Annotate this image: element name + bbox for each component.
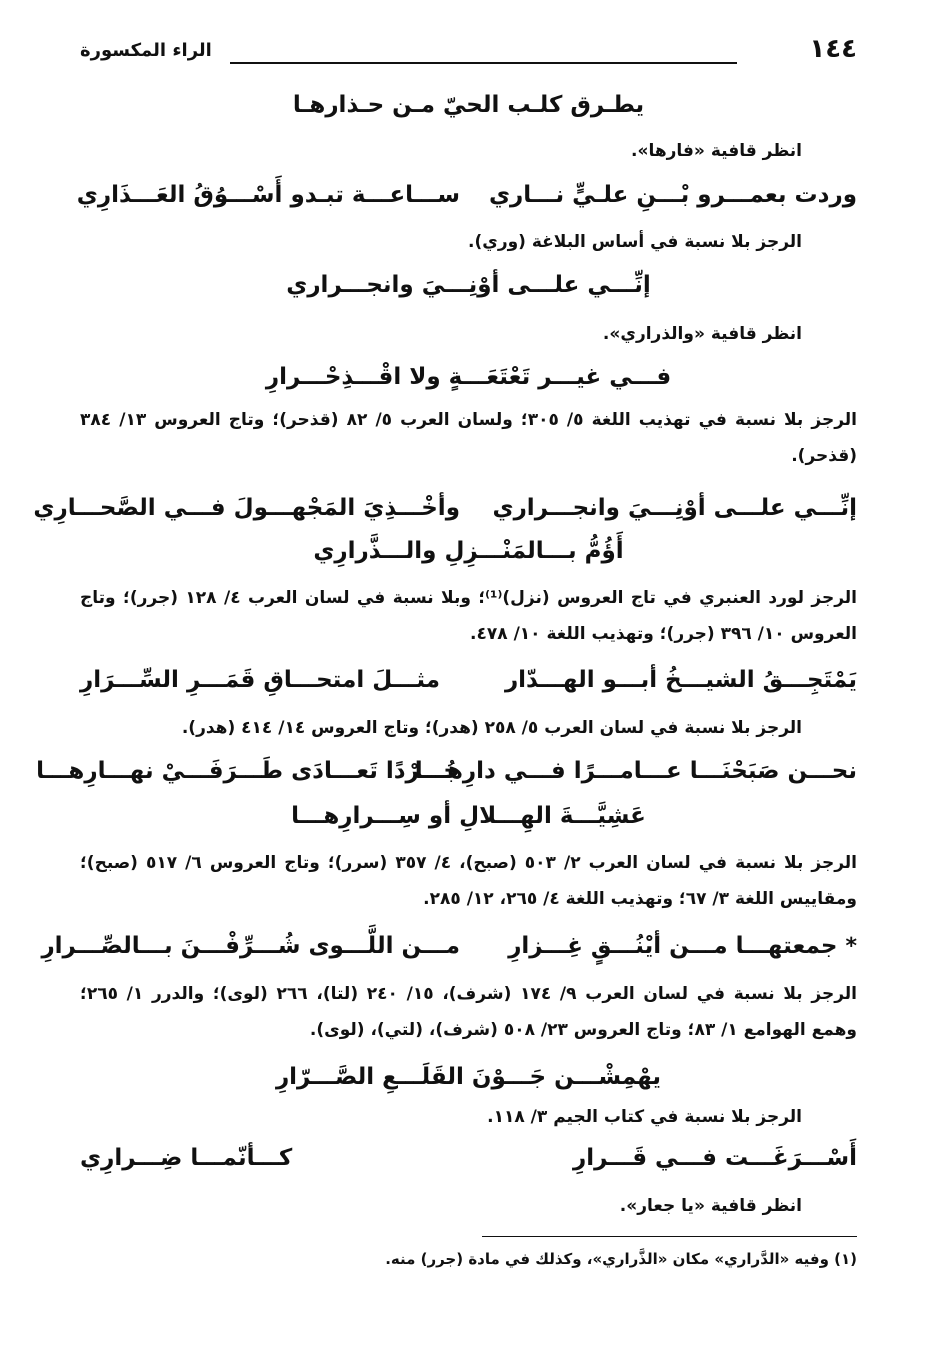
verse-line: يهْمِشْـــن جَـــوْنَ القَلَـــعِ الصَّـــرّارِ xyxy=(275,1064,662,1090)
note-line: انظر قافية «والذراري». xyxy=(602,324,802,344)
star-marker: * xyxy=(845,934,857,959)
verse-line: إنِّـــي علـــى أوْنِـــيَ وانجـــراري xyxy=(286,272,651,298)
footnote: (١) وفيه «الدَّراري» مكان «الذَّراري»، وكذلك في مادة (جرر) منه. xyxy=(385,1250,857,1268)
verse-line: فـــي غيـــر تَعْتَعَـــةٍ ولا اقْـــذِحْـــرارِ xyxy=(265,364,672,390)
verse-hemistich-right: أَسْـــرَغَـــت فـــي قَـــرارِ xyxy=(572,1145,857,1171)
note-paragraph: الرجز بلا نسبة في لسان العرب ٩/ ١٧٤ (شرف)، ١٥/ ٢٤٠ (لتا)، ٢٦٦ (لوى)؛ والدرر ١/ ٢٦٥؛ وهمع الهوامع ١/ ٨٣؛ وتاج العروس ٢٣/ ٥٠٨ (شرف)، (لتي)، (لوى). xyxy=(80,984,857,1040)
verse-hemistich-right: وردت بعمـــرو بْـــنِ علـيٍّ نـــاري xyxy=(488,182,857,208)
verse-text: جمعتهـــا مـــن أيْنُـــقٍ غِـــزارِ xyxy=(508,933,838,959)
note-line: انظر قافية «يا جعار». xyxy=(619,1196,802,1216)
verse-hemistich-left: ســـاعـــة تبـدو أَسْـــوُقُ العَـــذَارِي xyxy=(76,182,460,208)
page-number: ١٤٤ xyxy=(809,34,857,64)
verse-hemistich-left: كـــأنّمـــا ضِـــرارِي xyxy=(80,1145,293,1171)
note-line: الرجز بلا نسبة في لسان العرب ٥/ ٢٥٨ (هدر)؛ وتاج العروس ١٤/ ٤١٤ (هدر). xyxy=(181,718,802,738)
note-line: انظر قافية «فارها». xyxy=(631,141,802,161)
verse-hemistich-right xyxy=(477,933,857,959)
verse-hemistich-left: جُـــرْدًا تَعـــادَى طَـــرَفَـــيْ نهـــارِهـــا xyxy=(36,758,460,784)
running-title: الراء المكسورة xyxy=(80,40,212,61)
page-header xyxy=(80,30,857,70)
note-paragraph: الرجز لورد العنبري في تاج العروس (نزل)⁽¹⁾؛ وبلا نسبة في لسان العرب ٤/ ١٢٨ (جرر)؛ وتاج العروس ١٠/ ٣٩٦ (جرر)؛ وتهذيب اللغة ١٠/ ٤٧٨. xyxy=(80,588,857,644)
footnote-rule xyxy=(482,1236,857,1237)
note-line: الرجز بلا نسبة في كتاب الجيم ٣/ ١١٨. xyxy=(487,1107,802,1127)
verse-line: يطـرق كلـب الحيّ مـن حـذارهـا xyxy=(292,92,645,118)
verse-hemistich-right: نحـــن صَبَحْنَـــا عـــامـــرًا فـــي دارِهـــا xyxy=(414,758,857,784)
verse-hemistich-right: إنِّـــي علـــى أوْنِـــيَ وانجـــراري xyxy=(492,495,857,521)
note-line: الرجز بلا نسبة في أساس البلاغة (وري). xyxy=(468,232,802,252)
verse-line: أَؤُمُّ بـــالمَنْـــزِلِ والـــذَّرارِي xyxy=(313,538,624,564)
note-paragraph: الرجز بلا نسبة في لسان العرب ٢/ ٥٠٣ (صبح)، ٤/ ٣٥٧ (سرر)؛ وتاج العروس ٦/ ٥١٧ (صبح)؛ ومقاييس اللغة ٣/ ٦٧؛ وتهذيب اللغة ٤/ ٢٦٥، ١٢/ ٢٨٥. xyxy=(80,853,857,909)
verse-hemistich-left: مثـــلَ امتحـــاقِ قَمَـــرِ السِّـــرَارِ xyxy=(80,667,440,693)
header-rule xyxy=(230,62,737,64)
verse-hemistich-left: وأخْـــذِيَ المَجْهـــولَ فـــي الصَّحـــارِي xyxy=(33,495,460,521)
verse-hemistich-left: مـــن اللَّـــوى شُـــرِّفْـــنَ بـــالصِّـــرارِ xyxy=(41,933,460,959)
note-paragraph: الرجز بلا نسبة في تهذيب اللغة ٥/ ٣٠٥؛ ولسان العرب ٥/ ٨٢ (قذحر)؛ وتاج العروس ١٣/ ٣٨٤ (قذحر). xyxy=(80,410,857,466)
verse-line: عَشِيَّـــةَ الهِـــلالِ أو سِـــرارِهـــا xyxy=(291,803,646,829)
verse-hemistich-right: يَمْتَجِـــقُ الشيـــخُ أبـــو الهـــدّار xyxy=(504,667,857,693)
